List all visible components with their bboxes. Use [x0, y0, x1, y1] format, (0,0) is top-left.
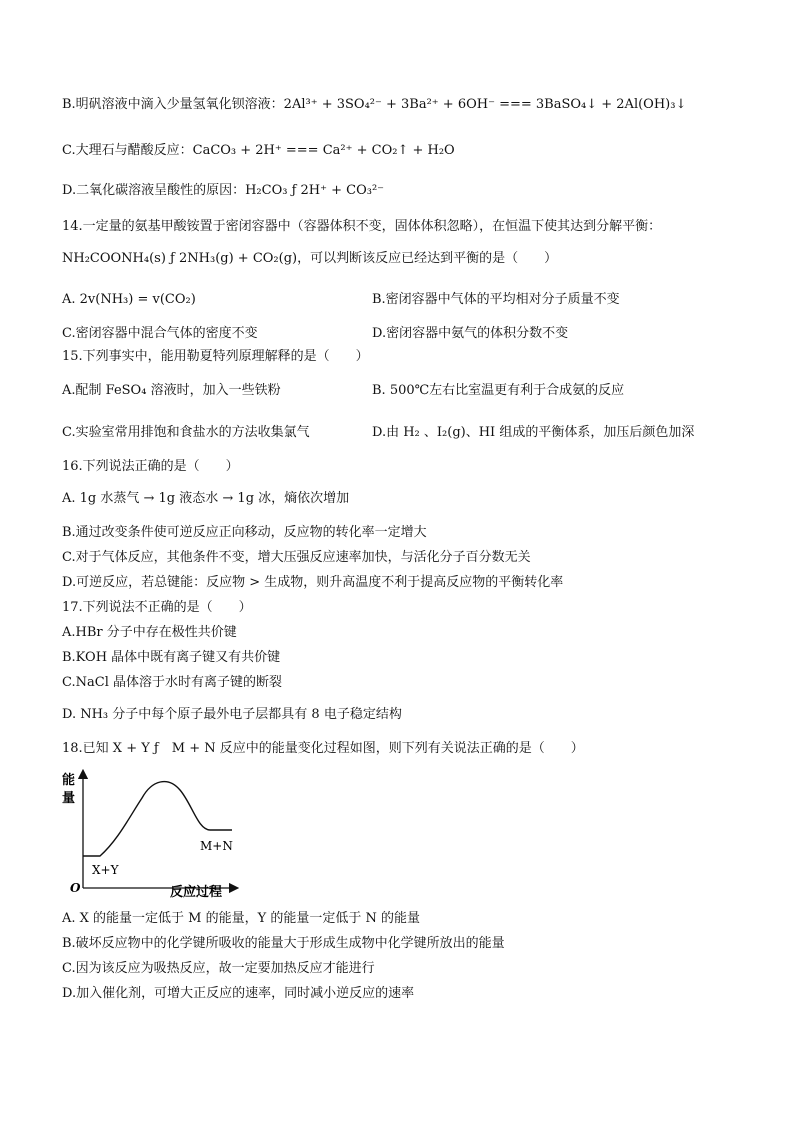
q14-option-d: D.密闭容器中氨气的体积分数不变	[372, 326, 569, 341]
products-label: M+N	[200, 839, 233, 853]
energy-diagram	[60, 768, 240, 902]
q14-option-a: A. 2v(NH₃) = v(CO₂)	[62, 292, 196, 307]
q18-stem: 18.已知 X + Y ƒ M + N 反应中的能量变化过程如图，则下列有关说法正确的是（ ）	[62, 741, 584, 756]
q18-option-a: A. X 的能量一定低于 M 的能量，Y 的能量一定低于 N 的能量	[62, 911, 420, 926]
q14-stem-line1: 14.一定量的氨基甲酸铵置于密闭容器中（容器体积不变，固体体积忽略），在恒温下使其达到分解平衡：	[62, 219, 662, 234]
y-axis-label-top: 能	[62, 773, 76, 788]
q17-option-b: B.KOH 晶体中既有离子键又有共价键	[62, 650, 281, 665]
q14-option-c: C.密闭容器中混合气体的密度不变	[62, 326, 258, 341]
y-axis-label-bottom: 量	[62, 791, 76, 806]
q15-option-a: A.配制 FeSO₄ 溶液时，加入一些铁粉	[62, 383, 281, 398]
q13-option-c: C.大理石与醋酸反应：CaCO₃ + 2H⁺ === Ca²⁺ + CO₂↑ + H₂O	[62, 143, 455, 158]
q18-option-d: D.加入催化剂，可增大正反应的速率，同时减小逆反应的速率	[62, 986, 415, 1001]
q16-option-c: C.对于气体反应，其他条件不变，增大压强反应速率加快，与活化分子百分数无关	[62, 550, 531, 565]
q18-option-c: C.因为该反应为吸热反应，故一定要加热反应才能进行	[62, 961, 375, 976]
q16-option-a: A. 1g 水蒸气 → 1g 液态水 → 1g 冰，熵依次增加	[62, 491, 350, 506]
q15-option-d: D.由 H₂ 、I₂(g)、HI 组成的平衡体系，加压后颜色加深	[372, 425, 695, 440]
q17-option-a: A.HBr 分子中存在极性共价键	[62, 625, 237, 640]
q16-stem: 16.下列说法正确的是（ ）	[62, 459, 239, 474]
x-axis-label: 反应过程	[170, 885, 223, 900]
q14-option-b: B.密闭容器中气体的平均相对分子质量不变	[372, 292, 620, 307]
reactants-label: X+Y	[92, 863, 119, 877]
q15-option-c: C.实验室常用排饱和食盐水的方法收集氯气	[62, 425, 310, 440]
q18-option-b: B.破坏反应物中的化学键所吸收的能量大于形成生成物中化学键所放出的能量	[62, 936, 505, 951]
q17-stem: 17.下列说法不正确的是（ ）	[62, 600, 252, 615]
q17-option-d: D. NH₃ 分子中每个原子最外电子层都具有 8 电子稳定结构	[62, 707, 402, 722]
q16-option-d: D.可逆反应，若总键能：反应物 > 生成物，则升高温度不利于提高反应物的平衡转化率	[62, 575, 564, 590]
q15-option-b: B. 500℃左右比室温更有利于合成氨的反应	[372, 383, 625, 398]
q13-option-b: B.明矾溶液中滴入少量氢氧化钡溶液：2Al³⁺ + 3SO₄²⁻ + 3Ba²⁺ + 6OH⁻ === 3BaSO₄↓ + 2Al(OH)₃↓	[62, 97, 687, 112]
q14-stem-line2: NH₂COONH₄(s) ƒ 2NH₃(g) + CO₂(g)，可以判断该反应已经达到平衡的是（ ）	[62, 251, 558, 266]
q16-option-b: B.通过改变条件使可逆反应正向移动，反应物的转化率一定增大	[62, 525, 427, 540]
q17-option-c: C.NaCl 晶体溶于水时有离子键的断裂	[62, 675, 282, 690]
q13-option-d: D.二氧化碳溶液呈酸性的原因：H₂CO₃ ƒ 2H⁺ + CO₃²⁻	[62, 183, 385, 198]
q15-stem: 15.下列事实中，能用勒夏特列原理解释的是（ ）	[62, 349, 369, 364]
origin-label: O	[70, 881, 81, 895]
